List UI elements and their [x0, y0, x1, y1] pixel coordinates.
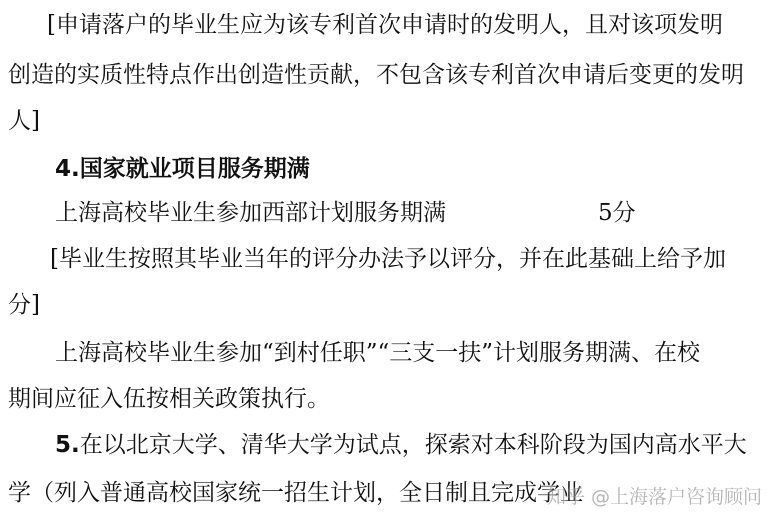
- section4-note-line2: 分]: [8, 292, 40, 318]
- section4-item-row: [0, 198, 772, 228]
- section5-line1-text: 在以北京大学、清华大学为试点，探索对本科阶段为国内高水平大: [79, 432, 747, 458]
- section4-para-line1: 上海高校毕业生参加“到村任职”“三支一扶”计划服务期满、在校: [55, 340, 701, 366]
- section4-item-score: 5分: [598, 200, 636, 226]
- para1-line1: [申请落户的毕业生应为该专利首次申请时的发明人，且对该项发明: [47, 12, 723, 38]
- para1-line3: 人]: [8, 108, 40, 134]
- section5-line1: [55, 430, 747, 460]
- section4-note-line1: [毕业生按照其毕业当年的评分办法予以评分，并在此基础上给予加: [50, 246, 726, 272]
- section4-para-line2: 期间应征入伍按相关政策执行。: [8, 386, 330, 412]
- section5-number: 5.: [55, 432, 80, 458]
- section4-item-text: 上海高校毕业生参加西部计划服务期满: [55, 200, 446, 226]
- section4-heading: 4.国家就业项目服务期满: [55, 156, 310, 182]
- section5-line2: 学（列入普通高校国家统一招生计划，全日制且完成学业: [8, 480, 583, 506]
- watermark-text: 知乎 @上海落户咨询顾问: [546, 486, 762, 508]
- para1-line2: 创造的实质性特点作出创造性贡献，不包含该专利首次申请后变更的发明: [8, 62, 744, 88]
